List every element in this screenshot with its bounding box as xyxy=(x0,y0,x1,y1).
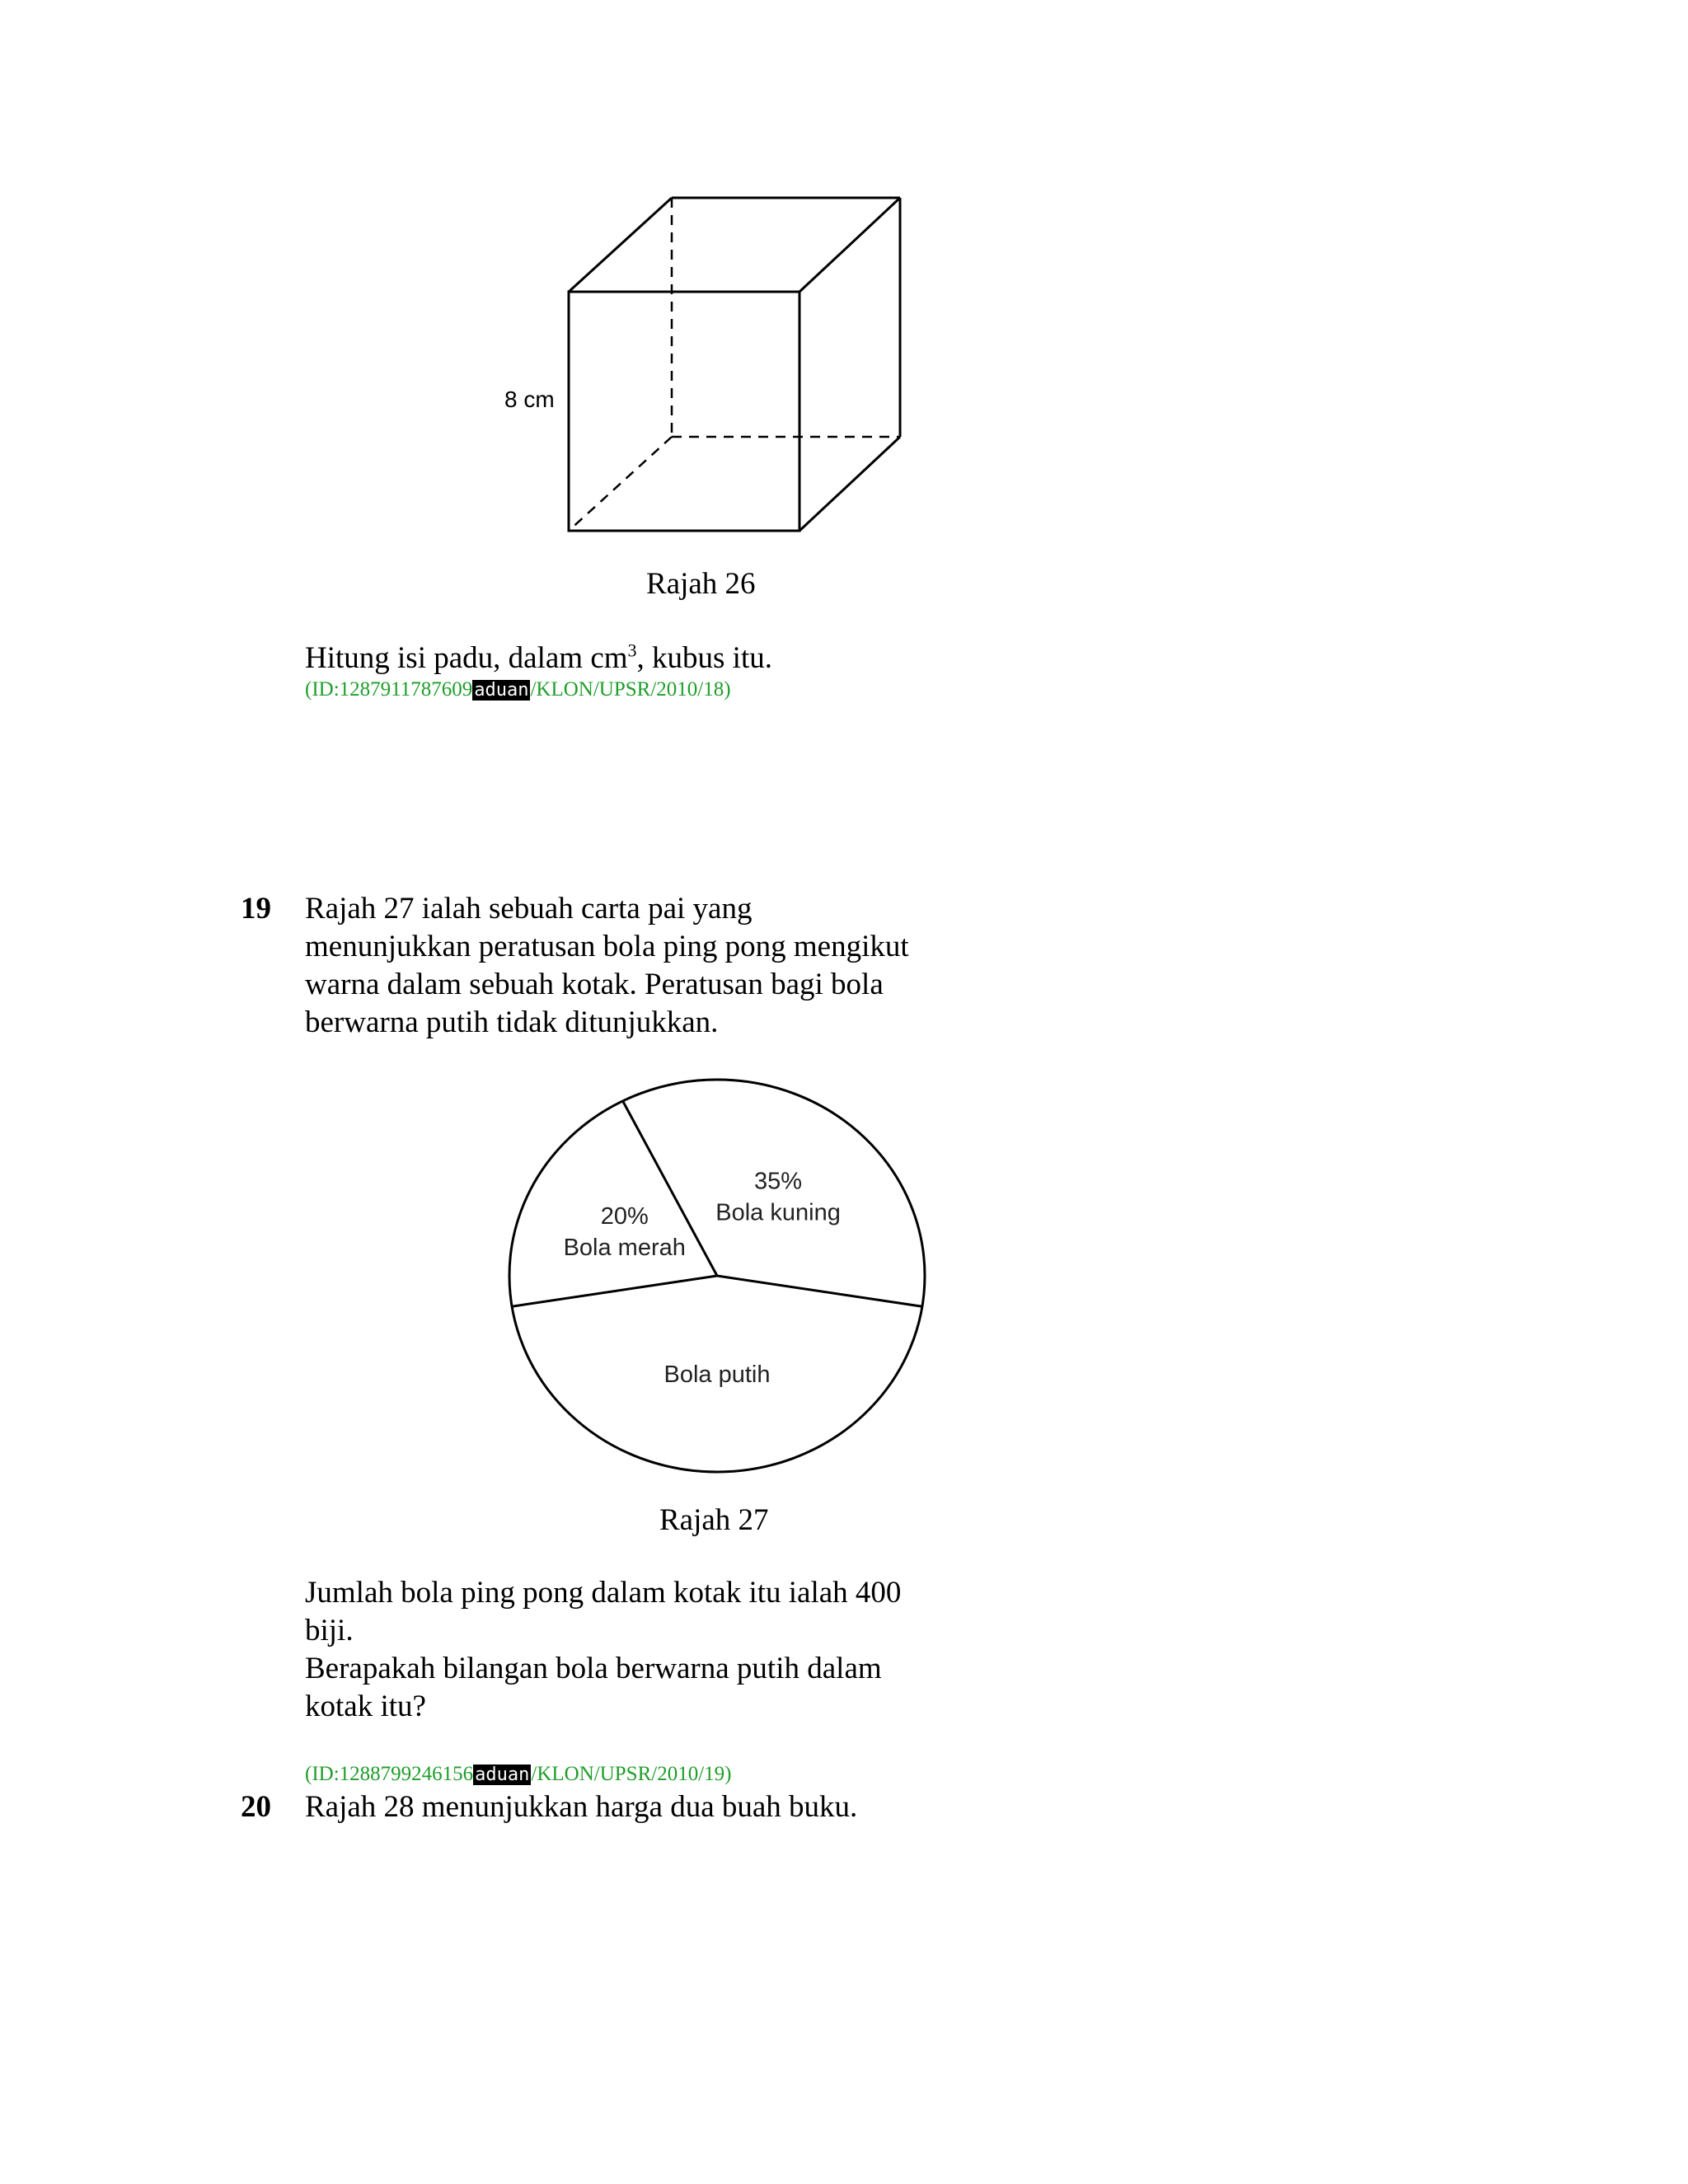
q18-prompt xyxy=(305,640,772,677)
q18-prompt-sup: 3 xyxy=(627,640,637,661)
q18-prompt-text-end: , kubus itu. xyxy=(636,641,772,675)
cube-diagram xyxy=(495,185,923,548)
figure-caption-rajah-26: Rajah 26 xyxy=(646,567,756,601)
cube-edge xyxy=(799,437,900,531)
pie-slice-value-label: 35% xyxy=(754,1168,803,1195)
cube-edge xyxy=(569,198,672,292)
q19-question-line: Jumlah bola ping pong dalam kotak itu ialah 400 xyxy=(305,1576,902,1610)
q18-id-line xyxy=(305,677,731,703)
q19-id-line xyxy=(305,1762,731,1788)
cube-hidden-edge xyxy=(569,437,672,531)
q18-id-mark: aduan xyxy=(474,680,529,701)
cube-edge xyxy=(799,198,900,292)
q19-question-line: biji. xyxy=(305,1614,354,1647)
q19-intro xyxy=(305,890,909,1042)
question-number-20: 20 xyxy=(241,1790,271,1824)
q19-id-mark: aduan xyxy=(475,1765,530,1785)
q19-id-prefix: (ID:1288799246156 xyxy=(305,1763,474,1785)
q19-id-suffix: /KLON/UPSR/2010/19) xyxy=(531,1763,732,1785)
q18-id-suffix: /KLON/UPSR/2010/18) xyxy=(530,678,731,701)
pie-slice-value-label: 20% xyxy=(600,1202,649,1230)
q19-question-line: kotak itu? xyxy=(305,1690,426,1723)
q19-intro-line: berwarna putih tidak ditunjukkan. xyxy=(305,1005,719,1039)
question-number-19: 19 xyxy=(241,892,271,926)
pie-slice-label: Bola merah xyxy=(563,1234,686,1261)
q20-text: Rajah 28 menunjukkan harga dua buah buku. xyxy=(305,1790,858,1824)
q18-id-prefix: (ID:1287911787609 xyxy=(305,678,473,701)
q19-question xyxy=(305,1574,901,1726)
pie-chart xyxy=(495,1063,940,1492)
q19-intro-line: Rajah 27 ialah sebuah carta pai yang xyxy=(305,892,753,926)
cube-edge-label: 8 cm xyxy=(504,387,555,412)
cube-front-face xyxy=(569,292,799,531)
pie-slice-label: Bola putih xyxy=(663,1361,771,1388)
q19-intro-line: warna dalam sebuah kotak. Peratusan bagi bola xyxy=(305,968,884,1001)
pie-slice-label: Bola kuning xyxy=(715,1199,841,1226)
q19-question-line: Berapakah bilangan bola berwarna putih dalam xyxy=(305,1652,882,1685)
q19-intro-line: menunjukkan peratusan bola ping pong mengikut xyxy=(305,930,909,963)
q18-prompt-text: Hitung isi padu, dalam cm xyxy=(305,641,628,675)
figure-caption-rajah-27: Rajah 27 xyxy=(659,1503,769,1537)
